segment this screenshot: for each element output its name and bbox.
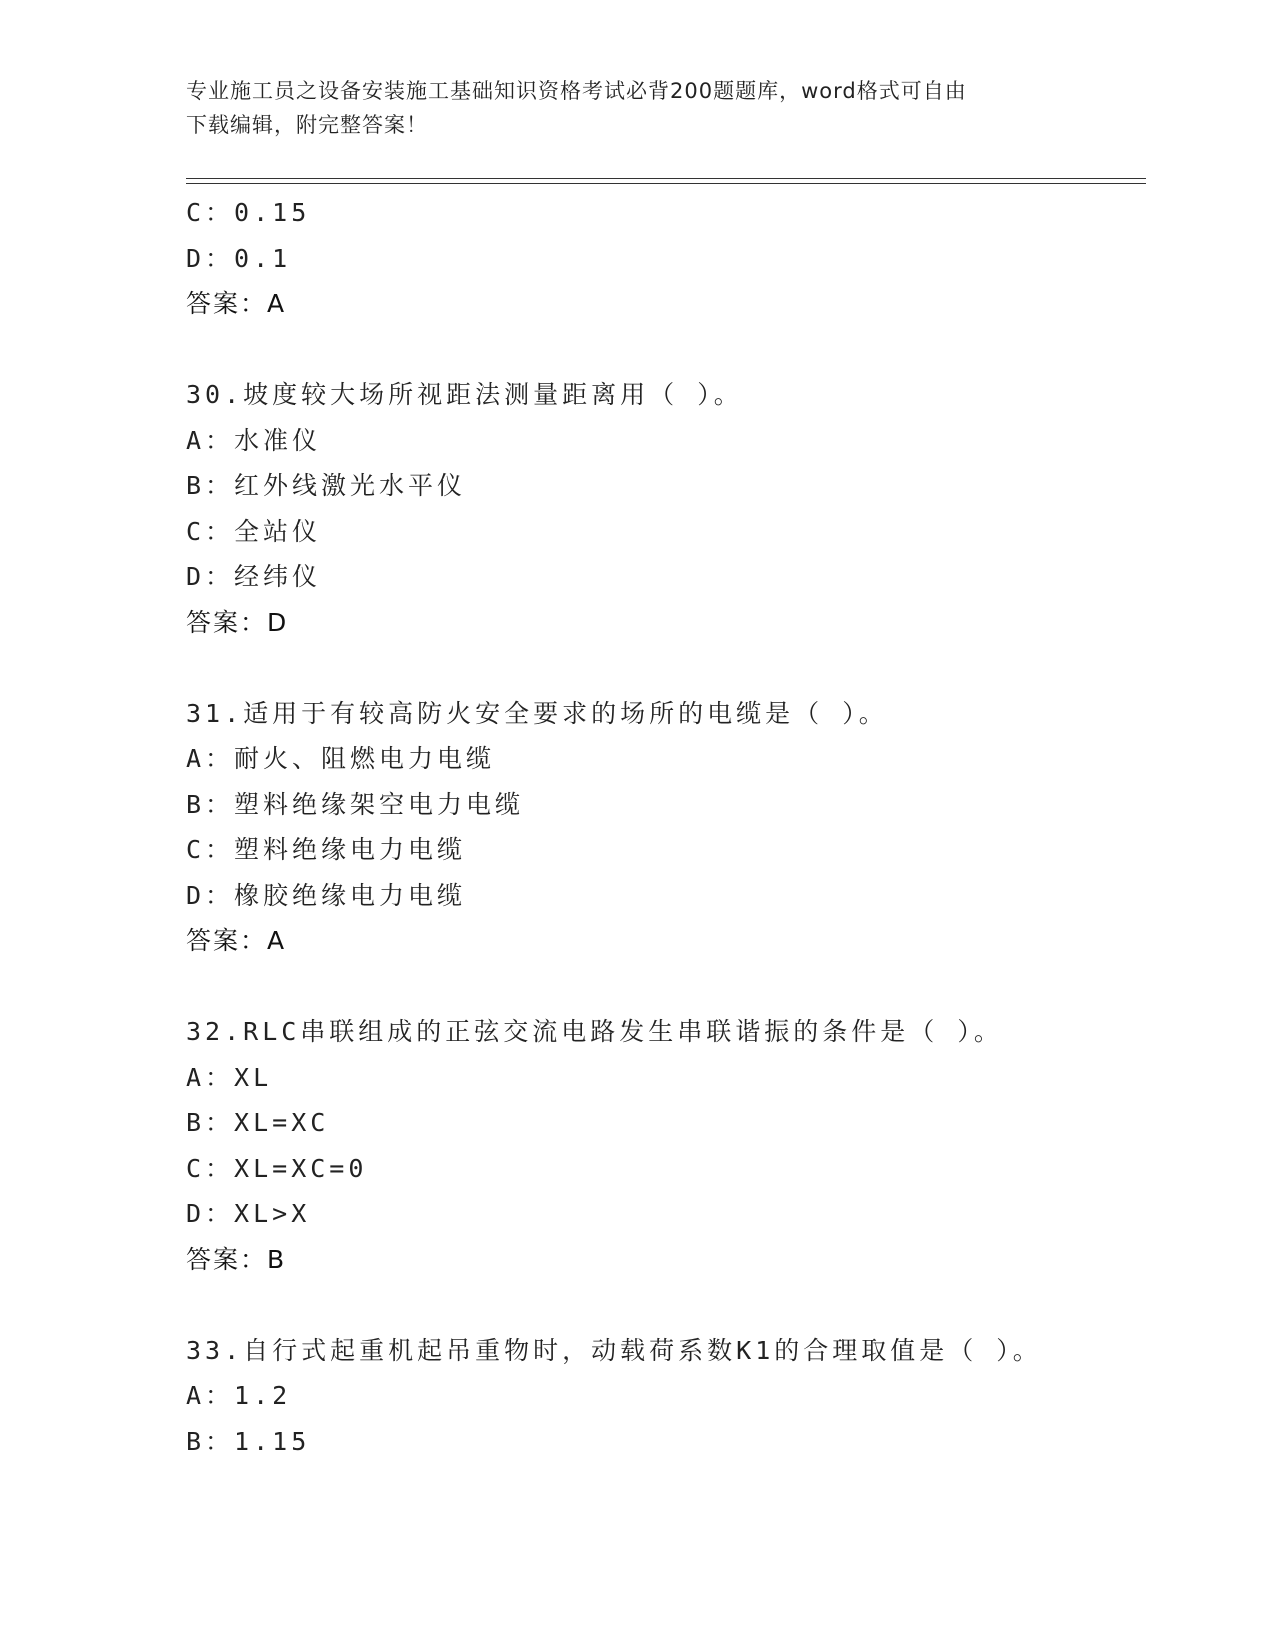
- question-stem: 30.坡度较大场所视距法测量距离用（ ）。: [186, 380, 743, 409]
- option-a: A：水准仪: [186, 425, 322, 455]
- question-32: [186, 1009, 1146, 1282]
- option-b: B：1.15: [186, 1426, 311, 1456]
- question-33: [186, 1328, 1146, 1465]
- option-a: A：1.2: [186, 1381, 292, 1410]
- option-c: C：全站仪: [186, 516, 322, 546]
- question-31: [186, 691, 1146, 964]
- spacer: [186, 327, 1146, 373]
- question-29-continued: [186, 190, 1146, 327]
- header-line-1: 专业施工员之设备安装施工基础知识资格考试必背200题题库，word格式可自由: [186, 79, 967, 103]
- answer-line: 答案：A: [186, 926, 287, 955]
- option-c: C：塑料绝缘电力电缆: [186, 835, 467, 864]
- option-b: B：红外线激光水平仪: [186, 471, 467, 500]
- option-c: C：XL=XC=0: [186, 1153, 368, 1183]
- option-d: D：经纬仪: [186, 562, 322, 591]
- answer-line: 答案：A: [186, 289, 287, 318]
- option-b: B：塑料绝缘架空电力电缆: [186, 789, 525, 819]
- question-list: [186, 190, 1146, 1464]
- question-stem: 31.适用于有较高防火安全要求的场所的电缆是（ ）。: [186, 698, 888, 728]
- option-d: D：0.1: [186, 243, 292, 273]
- question-stem: 32.RLC串联组成的正弦交流电路发生串联谐振的条件是（ ）。: [186, 1017, 1003, 1046]
- answer-line: 答案：D: [186, 607, 289, 637]
- spacer: [186, 964, 1146, 1010]
- document-header: [186, 74, 1066, 142]
- header-divider-bottom: [186, 183, 1146, 184]
- option-b: B：XL=XC: [186, 1108, 330, 1137]
- question-stem: 33.自行式起重机起吊重物时，动载荷系数K1的合理取值是（ ）。: [186, 1335, 1042, 1365]
- option-a: A：XL: [186, 1062, 273, 1092]
- header-divider-top: [186, 178, 1146, 179]
- answer-line: 答案：B: [186, 1244, 287, 1274]
- spacer: [186, 1282, 1146, 1328]
- option-c: C：0.15: [186, 198, 311, 227]
- question-30: [186, 372, 1146, 645]
- header-line-2: 下载编辑，附完整答案！: [186, 113, 428, 137]
- spacer: [186, 645, 1146, 691]
- option-d: D：橡胶绝缘电力电缆: [186, 880, 467, 910]
- option-a: A：耐火、阻燃电力电缆: [186, 744, 496, 773]
- option-d: D：XL>X: [186, 1199, 311, 1228]
